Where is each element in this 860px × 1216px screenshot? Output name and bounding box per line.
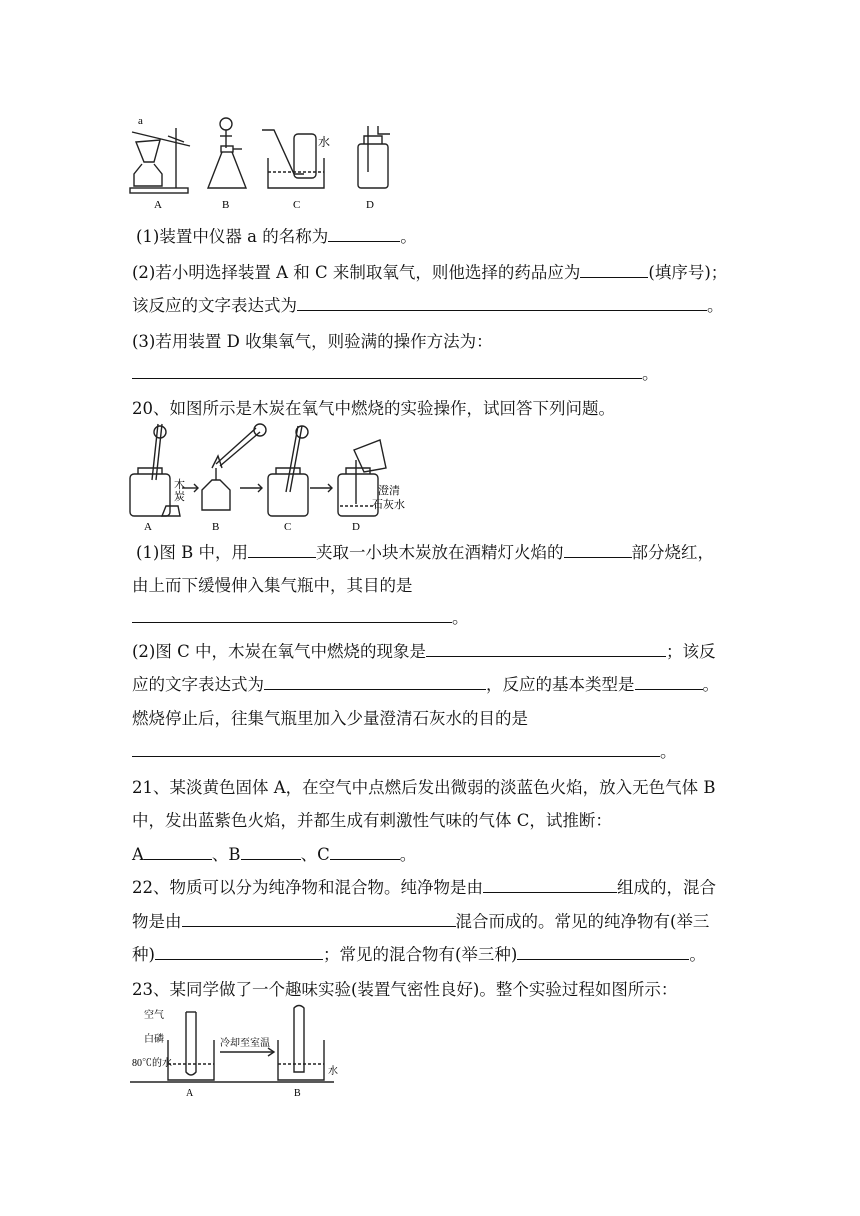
q20-title: 20、如图所示是木炭在氧气中燃烧的实验操作，试回答下列问题。 <box>132 399 615 418</box>
fig20-label-limewater: 石灰水 <box>372 499 405 511</box>
apparatus-figure-q19 <box>128 112 398 214</box>
answer-blank[interactable] <box>132 741 660 757</box>
fig23-label-air: 空气 <box>144 1010 164 1021</box>
q21-line1: 21、某淡黄色固体 A，在空气中点燃后发出微弱的淡蓝色火焰，放入无色气体 B <box>132 778 716 797</box>
answer-blank[interactable] <box>330 844 400 860</box>
white-phosphorus-figure <box>128 1004 338 1100</box>
answer-blank[interactable] <box>241 844 301 860</box>
answer-blank[interactable] <box>517 944 689 960</box>
q21-line2: 中，发出蓝紫色火焰，并都生成有刺激性气味的气体 C，试推断： <box>132 811 612 830</box>
fig19-label-water: 水 <box>318 135 331 149</box>
q20-part1-line1: (1)图 B 中，用 夹取一小块木炭放在酒精灯火焰的 部分烧红， <box>136 543 714 562</box>
fig23-label-water: 水 <box>328 1066 338 1077</box>
answer-blank[interactable] <box>182 911 456 927</box>
q20-part1-line2: 由上而下缓慢伸入集气瓶中，其目的是 <box>132 576 413 595</box>
q21-answers: A 、B 、C 。 <box>132 845 417 864</box>
q22-line3: 种) ；常见的混合物有(举三种) 。 <box>132 945 706 964</box>
fig23-label-cool: 冷却至室温 <box>220 1038 270 1049</box>
fig23-label-A: A <box>186 1088 194 1099</box>
q23-title: 23、某同学做了一个趣味实验(装置气密性良好)。整个实验过程如图所示： <box>132 980 678 999</box>
q19-part3-answer: 。 <box>132 362 659 386</box>
fig20-label-mu: 木 <box>174 479 185 491</box>
answer-blank[interactable] <box>132 607 452 623</box>
answer-blank[interactable] <box>297 295 707 311</box>
answer-blank[interactable] <box>635 674 703 690</box>
fig19-label-D: D <box>366 199 374 211</box>
answer-blank[interactable] <box>483 877 617 893</box>
q19-part2-equation: 该反应的文字表达式为 。 <box>132 296 724 315</box>
fig20-label-qingcheng: 澄清 <box>378 485 400 497</box>
q22-line1: 22、物质可以分为纯净物和混合物。纯净物是由 组成的，混合 <box>132 878 716 897</box>
fig19-label-A: A <box>154 199 162 211</box>
q19-part3: (3)若用装置 D 收集氧气，则验满的操作方法为： <box>132 332 493 351</box>
answer-blank[interactable] <box>564 542 632 558</box>
q20-part2-line2: 应的文字表达式为 ，反应的基本类型是 。 <box>132 675 719 694</box>
q20-part2-line1: (2)图 C 中，木炭在氧气中燃烧的现象是 ；该反 <box>132 642 716 661</box>
answer-blank[interactable] <box>580 262 648 278</box>
answer-blank[interactable] <box>248 542 316 558</box>
answer-blank[interactable] <box>426 641 666 657</box>
charcoal-combustion-figure <box>128 420 418 532</box>
fig20-label-B: B <box>212 521 220 532</box>
fig20-label-C: C <box>284 521 292 532</box>
fig19-label-C: C <box>293 199 301 211</box>
q20-part1-answer: 。 <box>132 606 469 630</box>
fig20-label-A: A <box>144 521 152 532</box>
fig23-label-hot-water: 80℃的水 <box>132 1058 172 1069</box>
fig19-label-B: B <box>222 199 230 211</box>
fig23-label-phosphorus: 白磷 <box>144 1034 164 1045</box>
q19-part1: (1)装置中仪器 a 的名称为 。 <box>136 227 417 246</box>
answer-blank[interactable] <box>132 363 642 379</box>
q20-part2-answer: 。 <box>132 740 677 764</box>
answer-blank[interactable] <box>144 844 212 860</box>
q22-line2: 物是由 混合而成的。常见的纯净物有(举三 <box>132 912 710 931</box>
q19-part2: (2)若小明选择装置 A 和 C 来制取氧气，则他选择的药品应为 (填序号)； <box>132 263 728 282</box>
fig20-label-tan: 炭 <box>174 491 185 503</box>
answer-blank[interactable] <box>155 944 323 960</box>
fig19-label-a: a <box>138 115 143 127</box>
answer-blank[interactable] <box>264 674 486 690</box>
answer-blank[interactable] <box>328 226 400 242</box>
fig23-label-B: B <box>294 1088 301 1099</box>
fig20-label-D: D <box>352 521 360 532</box>
q20-part2-line3: 燃烧停止后，往集气瓶里加入少量澄清石灰水的目的是 <box>132 709 528 728</box>
